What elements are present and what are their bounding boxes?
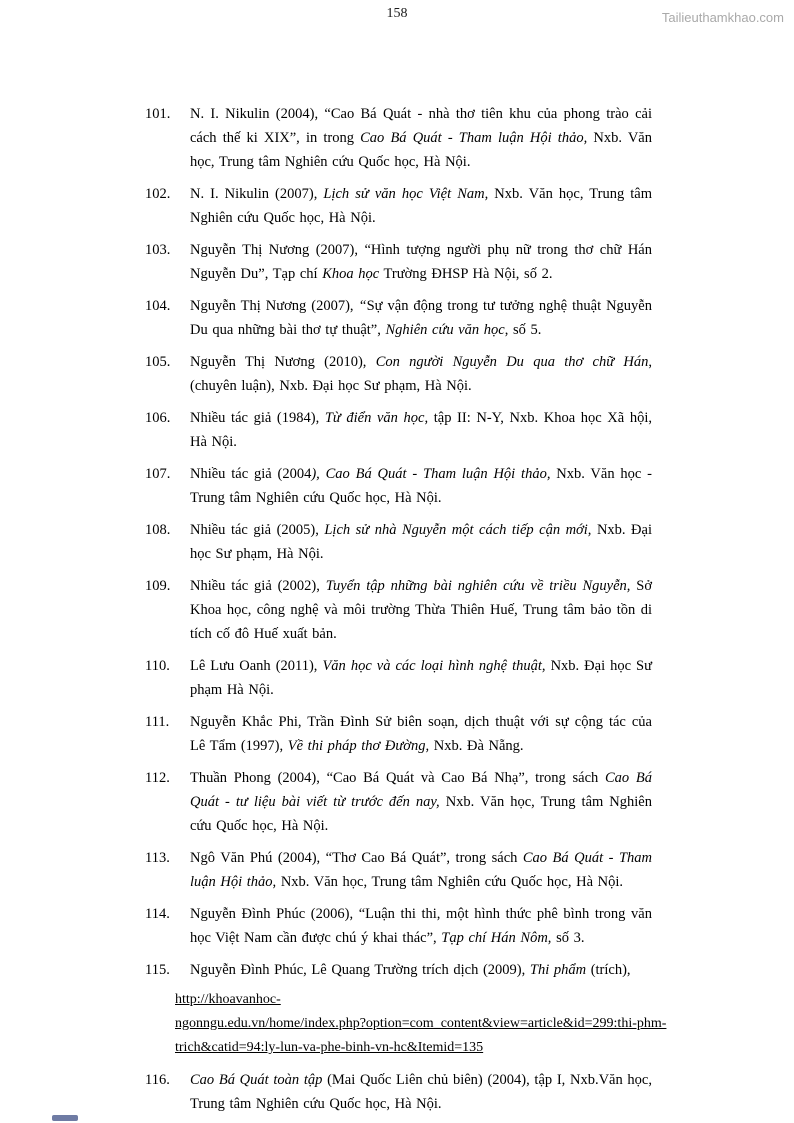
reference-text: Nxb. Văn học, Trung tâm Nghiên cứu Quốc học, Hà Nội. bbox=[190, 186, 652, 226]
reference-title: Cao Bá Quát toàn tập bbox=[190, 1072, 323, 1088]
reference-item bbox=[145, 350, 652, 398]
reference-text: Nguyễn Khắc Phi, Trần Đình Sử biên soạn, dịch thuật với sự cộng tác của Lê Tẩm (1997), bbox=[190, 714, 652, 754]
reference-item bbox=[145, 518, 652, 566]
reference-text: Nxb. Đại học Sư phạm, Hà Nội. bbox=[190, 522, 652, 562]
reference-text: Nxb. Đại học Sư phạm Hà Nội. bbox=[190, 658, 652, 698]
reference-link[interactable] bbox=[175, 988, 747, 1060]
reference-text: Nxb. Văn học, Trung tâm Nghiên cứu Quốc học, Hà Nội. bbox=[190, 130, 652, 170]
reference-item bbox=[145, 1068, 652, 1116]
reference-title: Lịch sử văn học Việt Nam, bbox=[323, 186, 489, 202]
reference-text: (trích), bbox=[586, 962, 631, 978]
reference-number: 104. bbox=[145, 298, 171, 314]
reference-title: Khoa học bbox=[322, 266, 380, 282]
reference-title: Lịch sử nhà Nguyễn một cách tiếp cận mới, bbox=[324, 522, 592, 538]
reference-title: ), Cao Bá Quát - Tham luận Hội thảo, bbox=[311, 466, 551, 482]
reference-text: số 3. bbox=[551, 930, 585, 946]
reference-link-line: ngonngu.edu.vn/home/index.php?option=com_content&view=article&id=299:thi-phm- bbox=[175, 1016, 667, 1031]
reference-number: 111. bbox=[145, 714, 170, 730]
reference-number: 101. bbox=[145, 106, 171, 122]
reference-item bbox=[145, 958, 667, 1060]
reference-number: 108. bbox=[145, 522, 171, 538]
reference-title: Tuyển tập những bài nghiên cứu về triều Nguyễn, bbox=[325, 578, 631, 594]
reference-number: 109. bbox=[145, 578, 171, 594]
reference-item bbox=[145, 766, 652, 838]
reference-text: Thuần Phong (2004), “Cao Bá Quát và Cao Bá Nhạ”, trong sách bbox=[190, 770, 605, 786]
reference-item bbox=[145, 102, 652, 174]
reference-text: Sở Khoa học, công nghệ và môi trường Thừa Thiên Huế, Trung tâm bảo tồn di tích cố đô Huế xuất bản. bbox=[190, 578, 652, 642]
reference-text: Ngô Văn Phú (2004), “Thơ Cao Bá Quát”, trong sách bbox=[190, 850, 523, 866]
reference-number: 110. bbox=[145, 658, 170, 674]
reference-link-line: trich&catid=94:ly-lun-va-phe-binh-vn-hc&Itemid=135 bbox=[175, 1040, 484, 1055]
reference-item bbox=[145, 654, 652, 702]
reference-text: Nhiều tác giả (2004 bbox=[190, 466, 312, 482]
reference-item bbox=[145, 902, 652, 950]
reference-text: N. I. Nikulin (2004), “Cao Bá Quát - nhà thơ tiên khu của phong trào cải cách thế ki XIX”, in trong bbox=[190, 106, 652, 146]
reference-text: , số 5. bbox=[504, 322, 542, 338]
reference-title: Về thi pháp thơ Đường, bbox=[287, 738, 430, 754]
reference-title: Cao Bá Quát - tư liệu bài viết từ trước đến nay, bbox=[190, 770, 652, 810]
reference-title: Văn học và các loại hình nghệ thuật, bbox=[322, 658, 546, 674]
reference-text: tập II: N-Y, Nxb. Khoa học Xã hội, Hà Nội. bbox=[190, 410, 652, 450]
reference-item bbox=[145, 182, 652, 230]
reference-number: 107. bbox=[145, 466, 171, 482]
reference-number: 113. bbox=[145, 850, 170, 866]
reference-link-line: http://khoavanhoc- bbox=[175, 992, 281, 1007]
page-number: 158 bbox=[386, 6, 408, 21]
reference-title: “ bbox=[358, 298, 367, 314]
reference-title: Nghiên cứu văn học bbox=[385, 322, 505, 338]
reference-text: Nhiều tác giả (2002), bbox=[190, 578, 326, 594]
reference-text: Nxb. Đà Nẵng. bbox=[429, 738, 524, 754]
reference-text: Nxb. Văn học, Trung tâm Nghiên cứu Quốc học, Hà Nội. bbox=[190, 794, 652, 834]
reference-item bbox=[145, 846, 652, 894]
reference-title: Thi phẩm bbox=[529, 962, 587, 978]
reference-item bbox=[145, 710, 652, 758]
reference-text: Trường ĐHSP Hà Nội, số 2. bbox=[379, 266, 553, 282]
reference-number: 102. bbox=[145, 186, 171, 202]
reference-text: Nguyễn Đình Phúc (2006), “Luận thi thi, một hình thức phê bình trong văn học Việt Nam cần được chú ý khai thác”, bbox=[190, 906, 652, 946]
reference-text: N. I. Nikulin (2007), bbox=[190, 186, 324, 202]
reference-text: Nhiều tác giả (2005), bbox=[190, 522, 325, 538]
reference-number: 103. bbox=[145, 242, 171, 258]
reference-text: (Mai Quốc Liên chủ biên) (2004), tập I, Nxb.Văn học, Trung tâm Nghiên cứu Quốc học, Hà Nội. bbox=[190, 1072, 652, 1112]
reference-text: Nguyễn Thị Nương (2010), bbox=[190, 354, 376, 370]
reference-title: Tạp chí Hán Nôm, bbox=[441, 930, 552, 946]
reference-title: Từ điển văn học, bbox=[324, 410, 429, 426]
reference-item bbox=[145, 406, 652, 454]
reference-text: Nguyễn Đình Phúc, Lê Quang Trường trích dịch (2009), bbox=[190, 962, 530, 978]
reference-item bbox=[145, 462, 652, 510]
reference-text: Nhiều tác giả (1984), bbox=[190, 410, 325, 426]
watermark-text: Tailieuthamkhao.com bbox=[661, 10, 784, 25]
reference-number: 114. bbox=[145, 906, 170, 922]
reference-title: Con người Nguyễn Du qua thơ chữ Hán bbox=[375, 354, 649, 370]
reference-list bbox=[145, 102, 667, 1123]
reference-item bbox=[145, 238, 652, 286]
reference-text: , (chuyên luận), Nxb. Đại học Sư phạm, Hà Nội. bbox=[190, 354, 653, 394]
reference-number: 115. bbox=[145, 962, 170, 978]
scan-corner-artifact bbox=[52, 1115, 78, 1121]
reference-number: 116. bbox=[145, 1072, 170, 1088]
reference-text: Nguyễn Thị Nương (2007), “Hình tượng người phụ nữ trong thơ chữ Hán Nguyễn Du”, Tạp chí bbox=[190, 242, 652, 282]
reference-number: 105. bbox=[145, 354, 171, 370]
reference-text: Nxb. Văn học - Trung tâm Nghiên cứu Quốc học, Hà Nội. bbox=[190, 466, 652, 506]
reference-number: 106. bbox=[145, 410, 171, 426]
reference-text: Nxb. Văn học, Trung tâm Nghiên cứu Quốc học, Hà Nội. bbox=[276, 874, 624, 890]
reference-number: 112. bbox=[145, 770, 170, 786]
reference-item bbox=[145, 294, 652, 342]
reference-text: Nguyễn Thị Nương (2007), bbox=[190, 298, 359, 314]
reference-title: Cao Bá Quát - Tham luận Hội thảo, bbox=[190, 850, 652, 890]
reference-text: Sự vận động trong tư tưởng nghệ thuật Nguyễn Du qua những bài thơ tự thuật”, bbox=[190, 298, 652, 338]
reference-text: Lê Lưu Oanh (2011), bbox=[190, 658, 323, 674]
reference-title: Cao Bá Quát - Tham luận Hội thảo, bbox=[360, 130, 588, 146]
reference-item bbox=[145, 574, 652, 646]
